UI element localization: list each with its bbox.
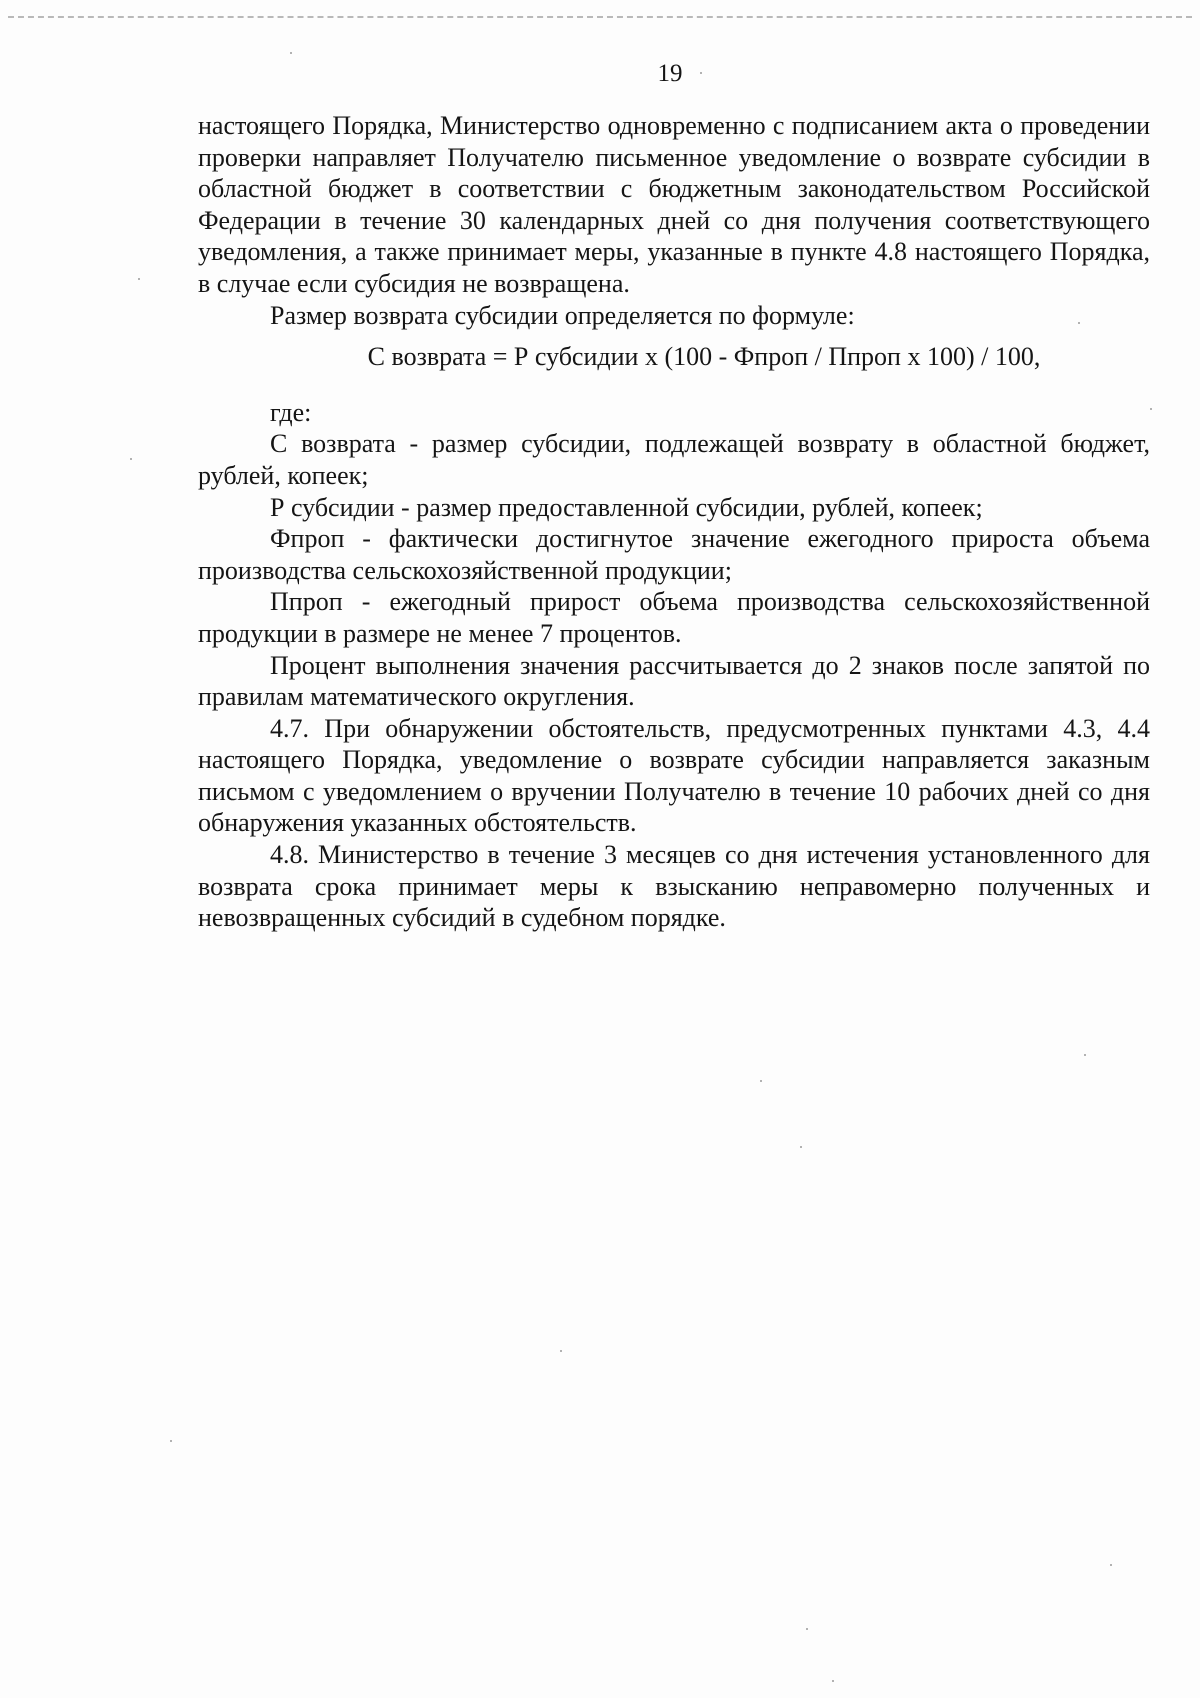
paragraph-formula-intro: Размер возврата субсидии определяется по формуле: bbox=[270, 300, 855, 330]
paragraph-where: где: bbox=[270, 397, 312, 427]
scan-speck bbox=[806, 1628, 808, 1630]
definition-s-vozvrata: С возврата - размер субсидии, подлежащей возврату в областной бюджет, рублей, копеек; bbox=[198, 429, 1150, 490]
clause-4-7: 4.7. При обнаружении обстоятельств, предусмотренных пунктами 4.3, 4.4 настоящего Порядка, уведомление о возврате субсидии направляется заказным письмом с уведомлением о вручении Получателю в течение 10 рабочих дней со дня обнаружения указанных обстоятельств. bbox=[198, 713, 1150, 838]
scan-speck bbox=[1084, 1054, 1086, 1056]
scan-speck bbox=[138, 278, 140, 280]
page-number: 19 bbox=[657, 60, 683, 87]
scan-speck bbox=[760, 1080, 762, 1082]
definition-fprop: Фпроп - фактически достигнутое значение ежегодного прироста объема производства сельскохозяйственной продукции; bbox=[198, 524, 1150, 585]
document-body bbox=[198, 110, 1150, 934]
scan-top-edge bbox=[8, 16, 1192, 18]
scan-speck bbox=[1110, 1564, 1112, 1566]
scan-speck bbox=[832, 1680, 834, 1682]
scan-speck bbox=[1078, 322, 1080, 324]
scan-speck bbox=[800, 1146, 802, 1148]
paragraph-continuation: настоящего Порядка, Министерство одновременно с подписанием акта о проведении проверки направляет Получателю письменное уведомление о возврате субсидии в областной бюджет в соответствии с бюджетным законодательством Российской Федерации в течение 30 календарных дней со дня получения соответствующего уведомления, а также принимает меры, указанные в пункте 4.8 настоящего Порядка, в случае если субсидия не возвращена. bbox=[198, 111, 1150, 298]
paragraph-rounding: Процент выполнения значения рассчитывается до 2 знаков после запятой по правилам математического округления. bbox=[198, 650, 1150, 712]
scan-speck bbox=[130, 458, 132, 460]
scan-speck bbox=[290, 52, 292, 54]
definition-pprop: Ппроп - ежегодный прирост объема производства сельскохозяйственной продукции в размере не менее 7 процентов. bbox=[198, 587, 1150, 648]
clause-4-8: 4.8. Министерство в течение 3 месяцев со дня истечения установленного для возврата срока принимает меры к взысканию неправомерно полученных и невозвращенных субсидий в судебном порядке. bbox=[198, 840, 1150, 933]
scan-speck bbox=[560, 1350, 562, 1352]
scan-speck bbox=[1150, 408, 1152, 410]
scan-speck bbox=[700, 72, 702, 74]
definition-r-subsidii: Р субсидии - размер предоставленной субсидии, рублей, копеек; bbox=[270, 492, 983, 522]
scan-speck bbox=[170, 1440, 172, 1442]
formula: С возврата = Р субсидии х (100 - Фпроп / Ппроп х 100) / 100, bbox=[367, 342, 1041, 372]
